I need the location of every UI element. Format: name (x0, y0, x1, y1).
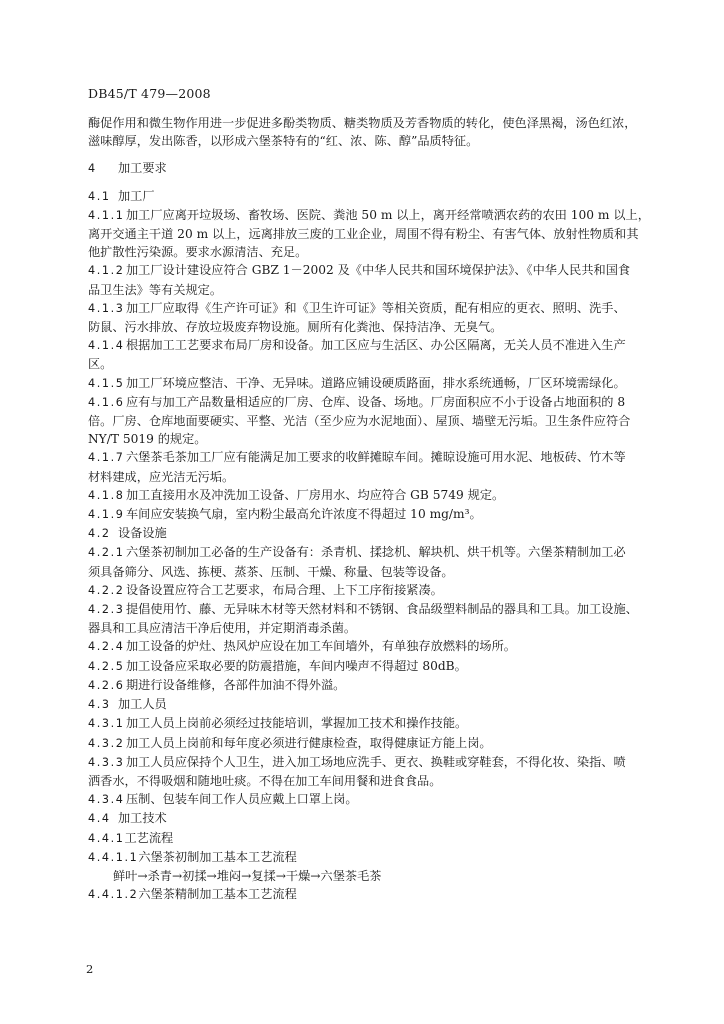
clause-line: 期进行设备维修，各部件加油不得外溢。 (126, 677, 346, 692)
clause-number: 4.3.3 (88, 755, 125, 769)
clause-number: 4.1.7 (88, 451, 125, 465)
section-4-4-1-1-heading (88, 848, 660, 867)
clause-4-2-2 (88, 581, 660, 600)
clause-line: 加工厂设计建设应符合 GBZ 1－2002 及《中华人民共和国环境保护法》、《中华人民共和国食 (126, 263, 631, 278)
clause-line: 加工厂环境应整洁、干净、无异味。道路应铺设硬质路面，排水系统通畅，厂区环境需绿化。 (126, 375, 626, 390)
clause-4-3-2 (88, 734, 660, 753)
clause-line: 加工设备的炉灶、热风炉应设在加工车间墙外，有单独存放燃料的场所。 (126, 639, 516, 654)
clause-line: 加工人员上岗前和每年度必须进行健康检查，取得健康证方能上岗。 (126, 735, 492, 750)
clause-number: 4.3.2 (88, 736, 125, 750)
section-number: 4.2 (88, 527, 111, 541)
clause-number: 4.2.6 (88, 678, 125, 692)
clause-line: 加工设备应采取必要的防震措施，车间内噪声不得超过 80dB。 (126, 658, 467, 673)
clause-4-2-3 (88, 600, 660, 637)
clause-4-2-6 (88, 676, 660, 695)
clause-number: 4.1.5 (88, 376, 125, 390)
document-body (88, 114, 660, 904)
clause-number: 4.1.1 (88, 208, 125, 222)
clause-line: 洒香水，不得吸烟和随地吐痰。不得在加工车间用餐和进食食品。 (88, 773, 442, 788)
section-title: 六堡茶初制加工基本工艺流程 (138, 849, 297, 864)
clause-number: 4.2.2 (88, 583, 125, 597)
clause-4-2-5 (88, 657, 660, 676)
section-number: 4.3 (88, 698, 111, 712)
section-number: 4.4.1.2 (88, 888, 139, 902)
clause-4-1-9 (88, 505, 660, 524)
section-title: 工艺流程 (124, 830, 174, 845)
clause-4-3-3 (88, 753, 660, 790)
clause-number: 4.2.1 (88, 546, 125, 560)
section-title: 加工厂 (118, 188, 155, 203)
clause-line: 加工厂应取得《生产许可证》和《卫生许可证》等相关资质，配有相应的更衣、照明、洗手、 (126, 300, 626, 315)
clause-4-1-4 (88, 336, 660, 373)
section-title: 加工要求 (118, 161, 167, 176)
standard-number-header: DB45/T 479—2008 (88, 86, 211, 101)
clause-4-1-6 (88, 393, 660, 449)
intro-line-1: 酶促作用和微生物作用进一步促进多酚类物质、糖类物质及芳香物质的转化，使色泽黑褐，汤色红浓， (88, 116, 637, 130)
clause-number: 4.1.4 (88, 339, 125, 353)
clause-4-2-1 (88, 543, 660, 580)
clause-line: 离开交通主干道 20 m 以上，远离排放三废的工业企业，周围不得有粉尘、有害气体、放射性物质和其 (88, 227, 639, 242)
section-number: 4 (88, 162, 97, 176)
section-number: 4.4 (88, 812, 111, 826)
clause-4-1-2 (88, 261, 660, 298)
section-title: 加工人员 (118, 697, 167, 712)
clause-line: 提倡使用竹、藤、无异味木材等天然材料和不锈钢、食品级塑料制品的器具和工具。加工设施、 (126, 602, 638, 617)
clause-number: 4.1.3 (88, 301, 125, 315)
clause-line: 倍。厂房、仓库地面要硬实、平整、光洁（至少应为水泥地面）、屋顶、墙壁无污垢。卫生条件应符合 (88, 414, 631, 429)
clause-number: 4.1.8 (88, 488, 125, 502)
section-title: 六堡茶精制加工基本工艺流程 (138, 887, 297, 902)
clause-number: 4.3.1 (88, 717, 125, 731)
intro-paragraph (88, 114, 660, 150)
clause-number: 4.3.4 (88, 793, 125, 807)
clause-4-2-4 (88, 637, 660, 656)
clause-line: 应有与加工产品数量相适应的厂房、仓库、设备、场地。厂房面积应不小于设备占地面积的 8 (126, 394, 626, 409)
clause-line: 加工人员上岗前必须经过技能培训，掌握加工技术和操作技能。 (126, 716, 468, 731)
clause-4-1-5 (88, 374, 660, 393)
section-4-4-1-heading (88, 829, 660, 848)
section-title: 设备设施 (118, 526, 167, 541)
clause-line: 加工直接用水及冲洗加工设备、厂房用水、均应符合 GB 5749 规定。 (126, 487, 505, 502)
clause-line: 压制、包装车间工作人员应戴上口罩上岗。 (126, 792, 358, 807)
section-4-4-1-2-heading (88, 885, 660, 904)
clause-line: 他扩散性污染源。要求水源清洁、充足。 (88, 245, 308, 260)
clause-line: 材料建成，应光洁无污垢。 (88, 469, 235, 484)
clause-4-1-1 (88, 206, 660, 262)
clause-number: 4.2.5 (88, 659, 125, 673)
clause-line: 区。 (88, 357, 113, 372)
section-number: 4.4.1.1 (88, 850, 139, 864)
page-number: 2 (86, 962, 94, 976)
clause-4-1-7 (88, 448, 660, 485)
section-4-2-heading (88, 524, 660, 543)
clause-number: 4.1.6 (88, 395, 125, 409)
clause-line: 须具备筛分、风选、拣梗、蒸茶、压制、干燥、称量、包装等设备。 (88, 564, 454, 579)
section-4-4-heading (88, 809, 660, 828)
clause-number: 4.2.4 (88, 640, 125, 654)
intro-line-2: 滋味醇厚，发出陈香，以形成六堡茶特有的“红、浓、陈、醇”品质特征。 (88, 134, 479, 149)
clause-line: 加工人员应保持个人卫生，进入加工场地应洗手、更衣、换鞋或穿鞋套，不得化妆、染指、喷 (126, 754, 626, 769)
clause-line: 车间应安装换气扇，室内粉尘最高允许浓度不得超过 10 mg/m³。 (126, 507, 482, 522)
clause-number: 4.1.2 (88, 264, 125, 278)
section-4-1-heading (88, 187, 660, 206)
clause-4-3-1 (88, 714, 660, 733)
process-flow-line: 鲜叶→杀青→初揉→堆闷→复揉→干燥→六堡茶毛茶 (113, 868, 382, 883)
clause-line: 六堡茶初制加工必备的生产设备有：杀青机、揉捻机、解块机、烘干机等。六堡茶精制加工必 (126, 545, 626, 560)
clause-line: 根据加工工艺要求布局厂房和设备。加工区应与生活区、办公区隔离，无关人员不准进入生产 (126, 338, 626, 353)
clause-line: NY/T 5019 的规定。 (88, 432, 207, 447)
clause-line: 器具和工具应清洁干净后使用，并定期消毒杀菌。 (88, 621, 357, 636)
section-number: 4.1 (88, 189, 111, 203)
section-title: 加工技术 (118, 811, 167, 826)
section-4-heading (88, 159, 660, 178)
section-number: 4.4.1 (88, 831, 125, 845)
clause-line: 设备设置应符合工艺要求，布局合理、上下工序衔接紧凑。 (126, 582, 443, 597)
section-4-3-heading (88, 695, 660, 714)
clause-line: 六堡茶毛茶加工厂应有能满足加工要求的收鲜摊晾车间。摊晾设施可用水泥、地板砖、竹木等 (126, 450, 626, 465)
clause-line: 加工厂应离开垃圾场、畜牧场、医院、粪池 50 m 以上，离开经常喷洒农药的农田 100 m 以上， (126, 207, 650, 222)
clause-4-3-4 (88, 790, 660, 809)
clause-4-1-3 (88, 299, 660, 336)
clause-number: 4.2.3 (88, 603, 125, 617)
clause-number: 4.1.9 (88, 508, 125, 522)
clause-4-1-8 (88, 486, 660, 505)
clause-line: 品卫生法》等有关规定。 (88, 282, 223, 297)
clause-line: 防鼠、污水排放、存放垃圾废弃物设施。厕所有化粪池、保持洁净、无臭气。 (88, 320, 503, 335)
